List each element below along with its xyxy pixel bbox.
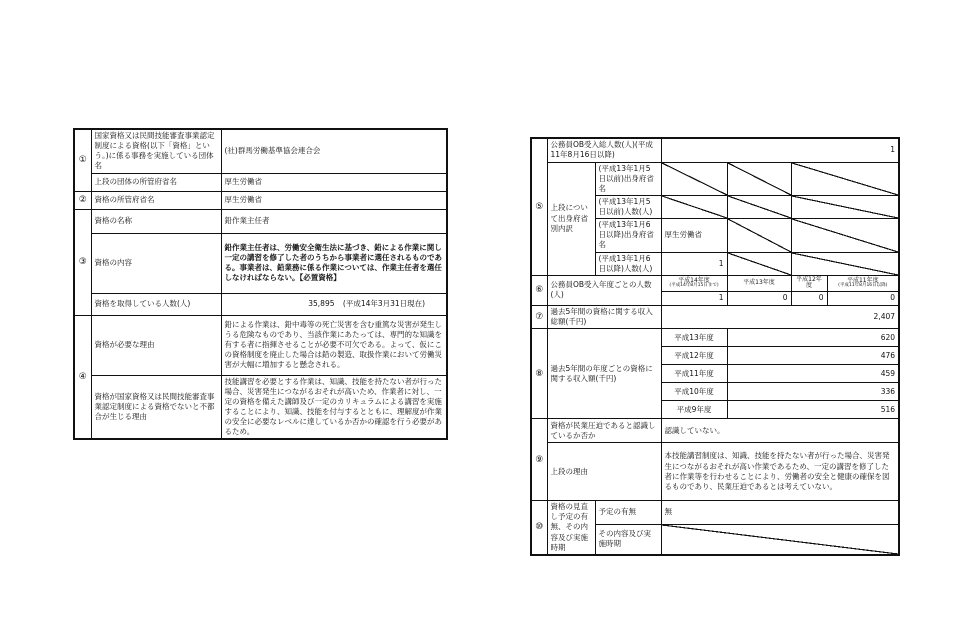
ob-sub2-cell-a xyxy=(661,195,727,218)
qual-name-value: 鉛作業主任者 xyxy=(221,209,447,233)
review-plan-label: 予定の有無 xyxy=(595,501,661,525)
necessity-label: 資格が必要な理由 xyxy=(91,315,221,375)
income-year-4: 平成9年度 xyxy=(661,401,727,419)
review-detail-value xyxy=(661,524,899,555)
ob-sub1-cell-b xyxy=(727,162,791,195)
income-year-1: 平成12年度 xyxy=(661,347,727,365)
income-yearly-label: 過去5年間の年度ごとの資格に関する収入額(千円) xyxy=(547,329,661,419)
inconvenience-value: 技能講習を必要とする作業は、知識、技能を持たない者が行った場合、災害発生につながるおそれが高いため、作業者に対し、一定の資格を備えた講師及び一定のカリキュラムによる講習を実施することにより、知識、技能を付与するとともに、理解度が作業の安全に必要なレベルに達しているか否かの確認を行う必要があるため。 xyxy=(221,375,447,439)
row-number-8: ⑧ xyxy=(531,329,547,419)
ob-sub4-cell-c xyxy=(791,252,899,275)
ob-sub3-cell-c xyxy=(791,219,899,252)
ob-sub1-cell-a xyxy=(661,162,727,195)
row-number-1: ① xyxy=(74,129,91,191)
holders-value xyxy=(221,293,447,315)
income-total-label: 過去5年間の資格に関する収入総額(千円) xyxy=(547,305,661,328)
ob-total-label: 公務員OB受入総人数(人)(平成11年8月16日以降) xyxy=(547,138,661,162)
row-number-9: ⑨ xyxy=(531,419,547,501)
competition-label: 資格が民業圧迫であると認識しているか否か xyxy=(547,419,661,443)
row-number-3: ③ xyxy=(74,209,91,315)
income-value-3: 336 xyxy=(727,383,899,401)
income-total-value: 2,407 xyxy=(661,305,899,328)
competition-reason-label: 上段の理由 xyxy=(547,443,661,501)
holders-asof: (平成14年3月31日現在) xyxy=(342,298,426,308)
ob-sub3-cell-b xyxy=(727,219,791,252)
ob-sub3-value: 厚生労働省 xyxy=(661,219,727,252)
income-value-1: 476 xyxy=(727,347,899,365)
ob-breakdown-label: 上段について出身府省別内訳 xyxy=(547,162,595,275)
holders-count: 35,895 xyxy=(308,298,335,308)
inconvenience-label: 資格が国家資格又は民間技能審査事業認定制度による資格でないと不都合が生じる理由 xyxy=(91,375,221,439)
ministry-label: 資格の所管府省名 xyxy=(91,191,221,209)
review-label: 資格の見直し予定の有無、その内容及び実施時期 xyxy=(547,501,595,555)
qual-name-label: 資格の名称 xyxy=(91,209,221,233)
income-year-0: 平成13年度 xyxy=(661,329,727,347)
ob-sub2-label: (平成13年1月5日以前)人数(人) xyxy=(595,195,661,218)
income-value-2: 459 xyxy=(727,365,899,383)
ob-yearly-label: 公務員OB受入年度ごとの人数(人) xyxy=(547,275,661,305)
ministry-value: 厚生労働省 xyxy=(221,191,447,209)
row-number-5: ⑤ xyxy=(531,138,547,275)
ob-sub4-cell-b xyxy=(727,252,791,275)
row-number-6: ⑥ xyxy=(531,275,547,305)
ob-year-0-header: 平成14年度 (平成14年8月15日まで) xyxy=(661,275,727,291)
ob-sub2-cell-b xyxy=(727,195,791,218)
ob-sub4-label: (平成13年1月6日以降)人数(人) xyxy=(595,252,661,275)
qual-content-label: 資格の内容 xyxy=(91,233,221,293)
org-value: (社)群馬労働基準協会連合会 xyxy=(221,129,447,173)
ob-total-value: 1 xyxy=(661,138,899,162)
org-label: 国家資格又は民間技能審査事業認定制度による資格(以下「資格」という。)に係る事務を実施している団体名 xyxy=(91,129,221,173)
review-plan-value: 無 xyxy=(661,501,899,525)
holders-label: 資格を取得している人数(人) xyxy=(91,293,221,315)
ob-sub3-label: (平成13年1月6日以降)出身府省名 xyxy=(595,219,661,252)
ob-year-0-value: 1 xyxy=(661,291,727,305)
competition-reason-value: 本技能講習制度は、知識、技能を持たない者が行った場合、災害発生につながるおそれが高い作業であるため、一定の講習を修了した者に作業等を行わせることにより、労働者の安全と健康の確保を図るものであり、民業圧迫であるとは考えていない。 xyxy=(661,443,899,501)
income-value-0: 620 xyxy=(727,329,899,347)
necessity-value: 鉛による作業は、鉛中毒等の死亡災害を含む重篤な災害が発生しうる危険なものであり、当該作業にあたっては、専門的な知識を有する者に指揮させることが必要不可欠である。よって、仮にこの資格制度を廃止した場合は鉛の製造、取扱作業において労働災害が大幅に増加すると懸念される。 xyxy=(221,315,447,375)
ob-sub2-cell-c xyxy=(791,195,899,218)
ob-year-3-header: 平成11年度 (平成11年8月16日以降) xyxy=(827,275,899,291)
ob-year-1-value: 0 xyxy=(727,291,791,305)
ob-sub4-value: 1 xyxy=(661,252,727,275)
ob-year-2-value: 0 xyxy=(791,291,827,305)
ob-year-2-header: 平成12年度 xyxy=(791,275,827,291)
competition-value: 認識していない。 xyxy=(661,419,899,443)
income-year-3: 平成10年度 xyxy=(661,383,727,401)
income-year-2: 平成11年度 xyxy=(661,365,727,383)
row-number-2: ② xyxy=(74,191,91,209)
ob-sub1-cell-c xyxy=(791,162,899,195)
row-number-10: ⑩ xyxy=(531,501,547,555)
org-ministry-label: 上段の団体の所管府省名 xyxy=(91,173,221,191)
row-number-4: ④ xyxy=(74,315,91,439)
qual-content-value: 鉛作業主任者は、労働安全衛生法に基づき、鉛による作業に関し一定の講習を修了した者のうちから事業者に選任されるものである。事業者は、鉛業務に係る作業については、作業主任者を選任しなければならない。【必置資格】 xyxy=(221,233,447,293)
org-ministry-value: 厚生労働省 xyxy=(221,173,447,191)
ob-sub1-label: (平成13年1月5日以前)出身府省名 xyxy=(595,162,661,195)
right-form xyxy=(530,137,900,556)
row-number-7: ⑦ xyxy=(531,305,547,328)
left-form xyxy=(73,128,448,440)
review-detail-label: その内容及び実施時期 xyxy=(595,524,661,555)
ob-year-3-value: 0 xyxy=(827,291,899,305)
income-value-4: 516 xyxy=(727,401,899,419)
ob-year-1-header: 平成13年度 xyxy=(727,275,791,291)
